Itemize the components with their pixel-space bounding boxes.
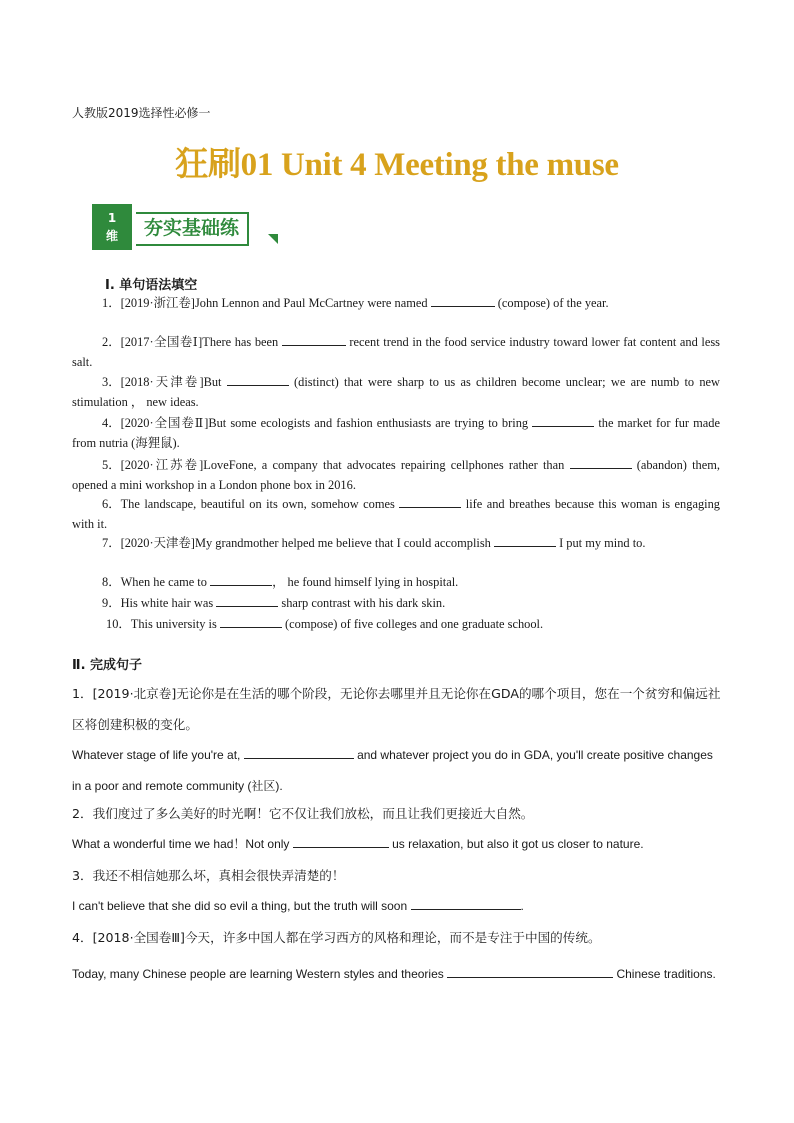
q-text-b: sharp contrast with his dark skin. [281, 596, 446, 610]
question-5 [72, 456, 720, 495]
sentence-1-english [72, 740, 722, 802]
q-text-a: When he came to [120, 575, 207, 589]
q-number: 7． [102, 536, 121, 550]
q-text-a: His white hair was [120, 596, 214, 610]
question-4 [72, 414, 720, 453]
q-number: 6． [102, 497, 121, 511]
s-text-a: Today, many Chinese people are learning Western styles and theories [72, 967, 444, 981]
s-text-b: us relaxation, but also it got us closer to nature. [392, 837, 644, 851]
sentence-1-chinese: 1．[2019·北京卷]无论你是在生活的哪个阶段，无论你去哪里并且无论你在GDA的哪个项目，您在一个贫穷和偏远社区将创建积极的变化。 [72, 686, 721, 732]
question-9 [72, 594, 720, 614]
q-text-a: But [203, 375, 222, 389]
s-text-a: What a wonderful time we had！Not only [72, 837, 290, 851]
s-text-b: Chinese traditions. [616, 967, 716, 981]
q-text-b: life and breathes because this woman is engaging with it. [72, 497, 720, 531]
q-number: 8． [102, 575, 121, 589]
q-source: [2019·浙江卷] [120, 296, 195, 310]
s-text-b: and whatever project you do in GDA, you'll create positive changes in a poor and remote community (社区). [72, 748, 713, 793]
q-text-a: My grandmother helped me believe that I could accomplish [194, 536, 491, 550]
page-title: 狂刷01 Unit 4 Meeting the muse [175, 147, 619, 183]
answer-blank[interactable] [216, 594, 278, 607]
q-source: [2018·天津卷] [120, 375, 204, 389]
answer-blank[interactable] [399, 495, 461, 508]
question-1 [72, 294, 720, 314]
q-number: 3． [102, 375, 121, 389]
badge-label: 夯实基础练 [136, 212, 249, 246]
q-number: 5． [102, 458, 121, 472]
q-text-a: The landscape, beautiful on its own, somehow comes [120, 497, 395, 511]
sentence-4-chinese: 4．[2018·全国卷Ⅲ]今天，许多中国人都在学习西方的风格和理论，而不是专注于中国的传统。 [72, 930, 601, 945]
question-6 [72, 495, 720, 534]
badge-corner-icon [268, 234, 278, 244]
q-source: [2017·全国卷Ⅰ] [120, 335, 203, 349]
answer-blank[interactable] [220, 615, 282, 628]
badge-num1: 1 [107, 211, 117, 225]
q-number: 2． [102, 335, 121, 349]
answer-blank[interactable] [210, 573, 272, 586]
q-number: 10． [106, 617, 131, 631]
answer-blank[interactable] [447, 965, 613, 978]
q-source: [2020·天津卷] [120, 536, 195, 550]
question-2 [72, 333, 720, 372]
section2-heading: Ⅱ. 完成句子 [72, 658, 143, 673]
q-text-b: (compose) of the year. [497, 296, 609, 310]
s-text-a: I can't believe that she did so evil a thing, but the truth will soon [72, 899, 408, 913]
section1-heading: Ⅰ. 单句语法填空 [105, 278, 198, 293]
sentence-4-english [72, 959, 722, 990]
question-3 [72, 373, 720, 412]
sentence-3-english [72, 896, 722, 916]
answer-blank[interactable] [494, 534, 556, 547]
page-header: 人教版2019选择性必修一 [72, 106, 211, 120]
q-text-a: LoveFone, a company that advocates repairing cellphones rather than [203, 458, 565, 472]
q-source: [2020·全国卷Ⅱ] [120, 416, 209, 430]
answer-blank[interactable] [244, 746, 354, 759]
answer-blank[interactable] [282, 333, 346, 346]
q-text-a: This university is [130, 617, 217, 631]
sentence-3-chinese: 3．我还不相信她那么坏，真相会很快弄清楚的！ [72, 868, 345, 883]
answer-blank[interactable] [532, 414, 594, 427]
answer-blank[interactable] [411, 897, 521, 910]
q-text-b: the market for fur made from nutria (海狸鼠). [72, 416, 720, 450]
badge-number [92, 204, 132, 250]
question-8 [72, 573, 720, 593]
answer-blank[interactable] [227, 373, 289, 386]
question-10 [72, 615, 720, 635]
section-badge [92, 204, 284, 250]
q-text-a: But some ecologists and fashion enthusiasts are trying to bring [208, 416, 529, 430]
answer-blank[interactable] [293, 835, 389, 848]
q-text-a: There has been [202, 335, 279, 349]
q-text-b: I put my mind to. [559, 536, 646, 550]
s-text-b: . [520, 899, 524, 913]
q-text-a: John Lennon and Paul McCartney were named [194, 296, 428, 310]
s-text-a: Whatever stage of life you're at, [72, 748, 241, 762]
question-7 [72, 534, 720, 554]
q-source: [2020·江苏卷] [120, 458, 204, 472]
q-text-b: ， he found himself lying in hospital. [272, 575, 459, 589]
q-text-b: (compose) of five colleges and one graduate school. [285, 617, 544, 631]
answer-blank[interactable] [570, 456, 632, 469]
sentence-2-chinese: 2．我们度过了多么美好的时光啊！它不仅让我们放松，而且让我们更接近大自然。 [72, 806, 534, 821]
q-text-b: (distinct) that were sharp to us as children become unclear; we are numb to new stimulation ， new ideas. [72, 375, 720, 409]
q-text-b: recent trend in the food service industry toward lower fat content and less salt. [72, 335, 720, 369]
q-number: 1． [102, 296, 121, 310]
q-number: 4． [102, 416, 121, 430]
answer-blank[interactable] [431, 294, 495, 307]
badge-num2: 维 [105, 229, 118, 243]
q-text-b: (abandon) them, opened a mini workshop in a London phone box in 2016. [72, 458, 720, 492]
q-number: 9． [102, 596, 121, 610]
sentence-2-english [72, 834, 722, 854]
